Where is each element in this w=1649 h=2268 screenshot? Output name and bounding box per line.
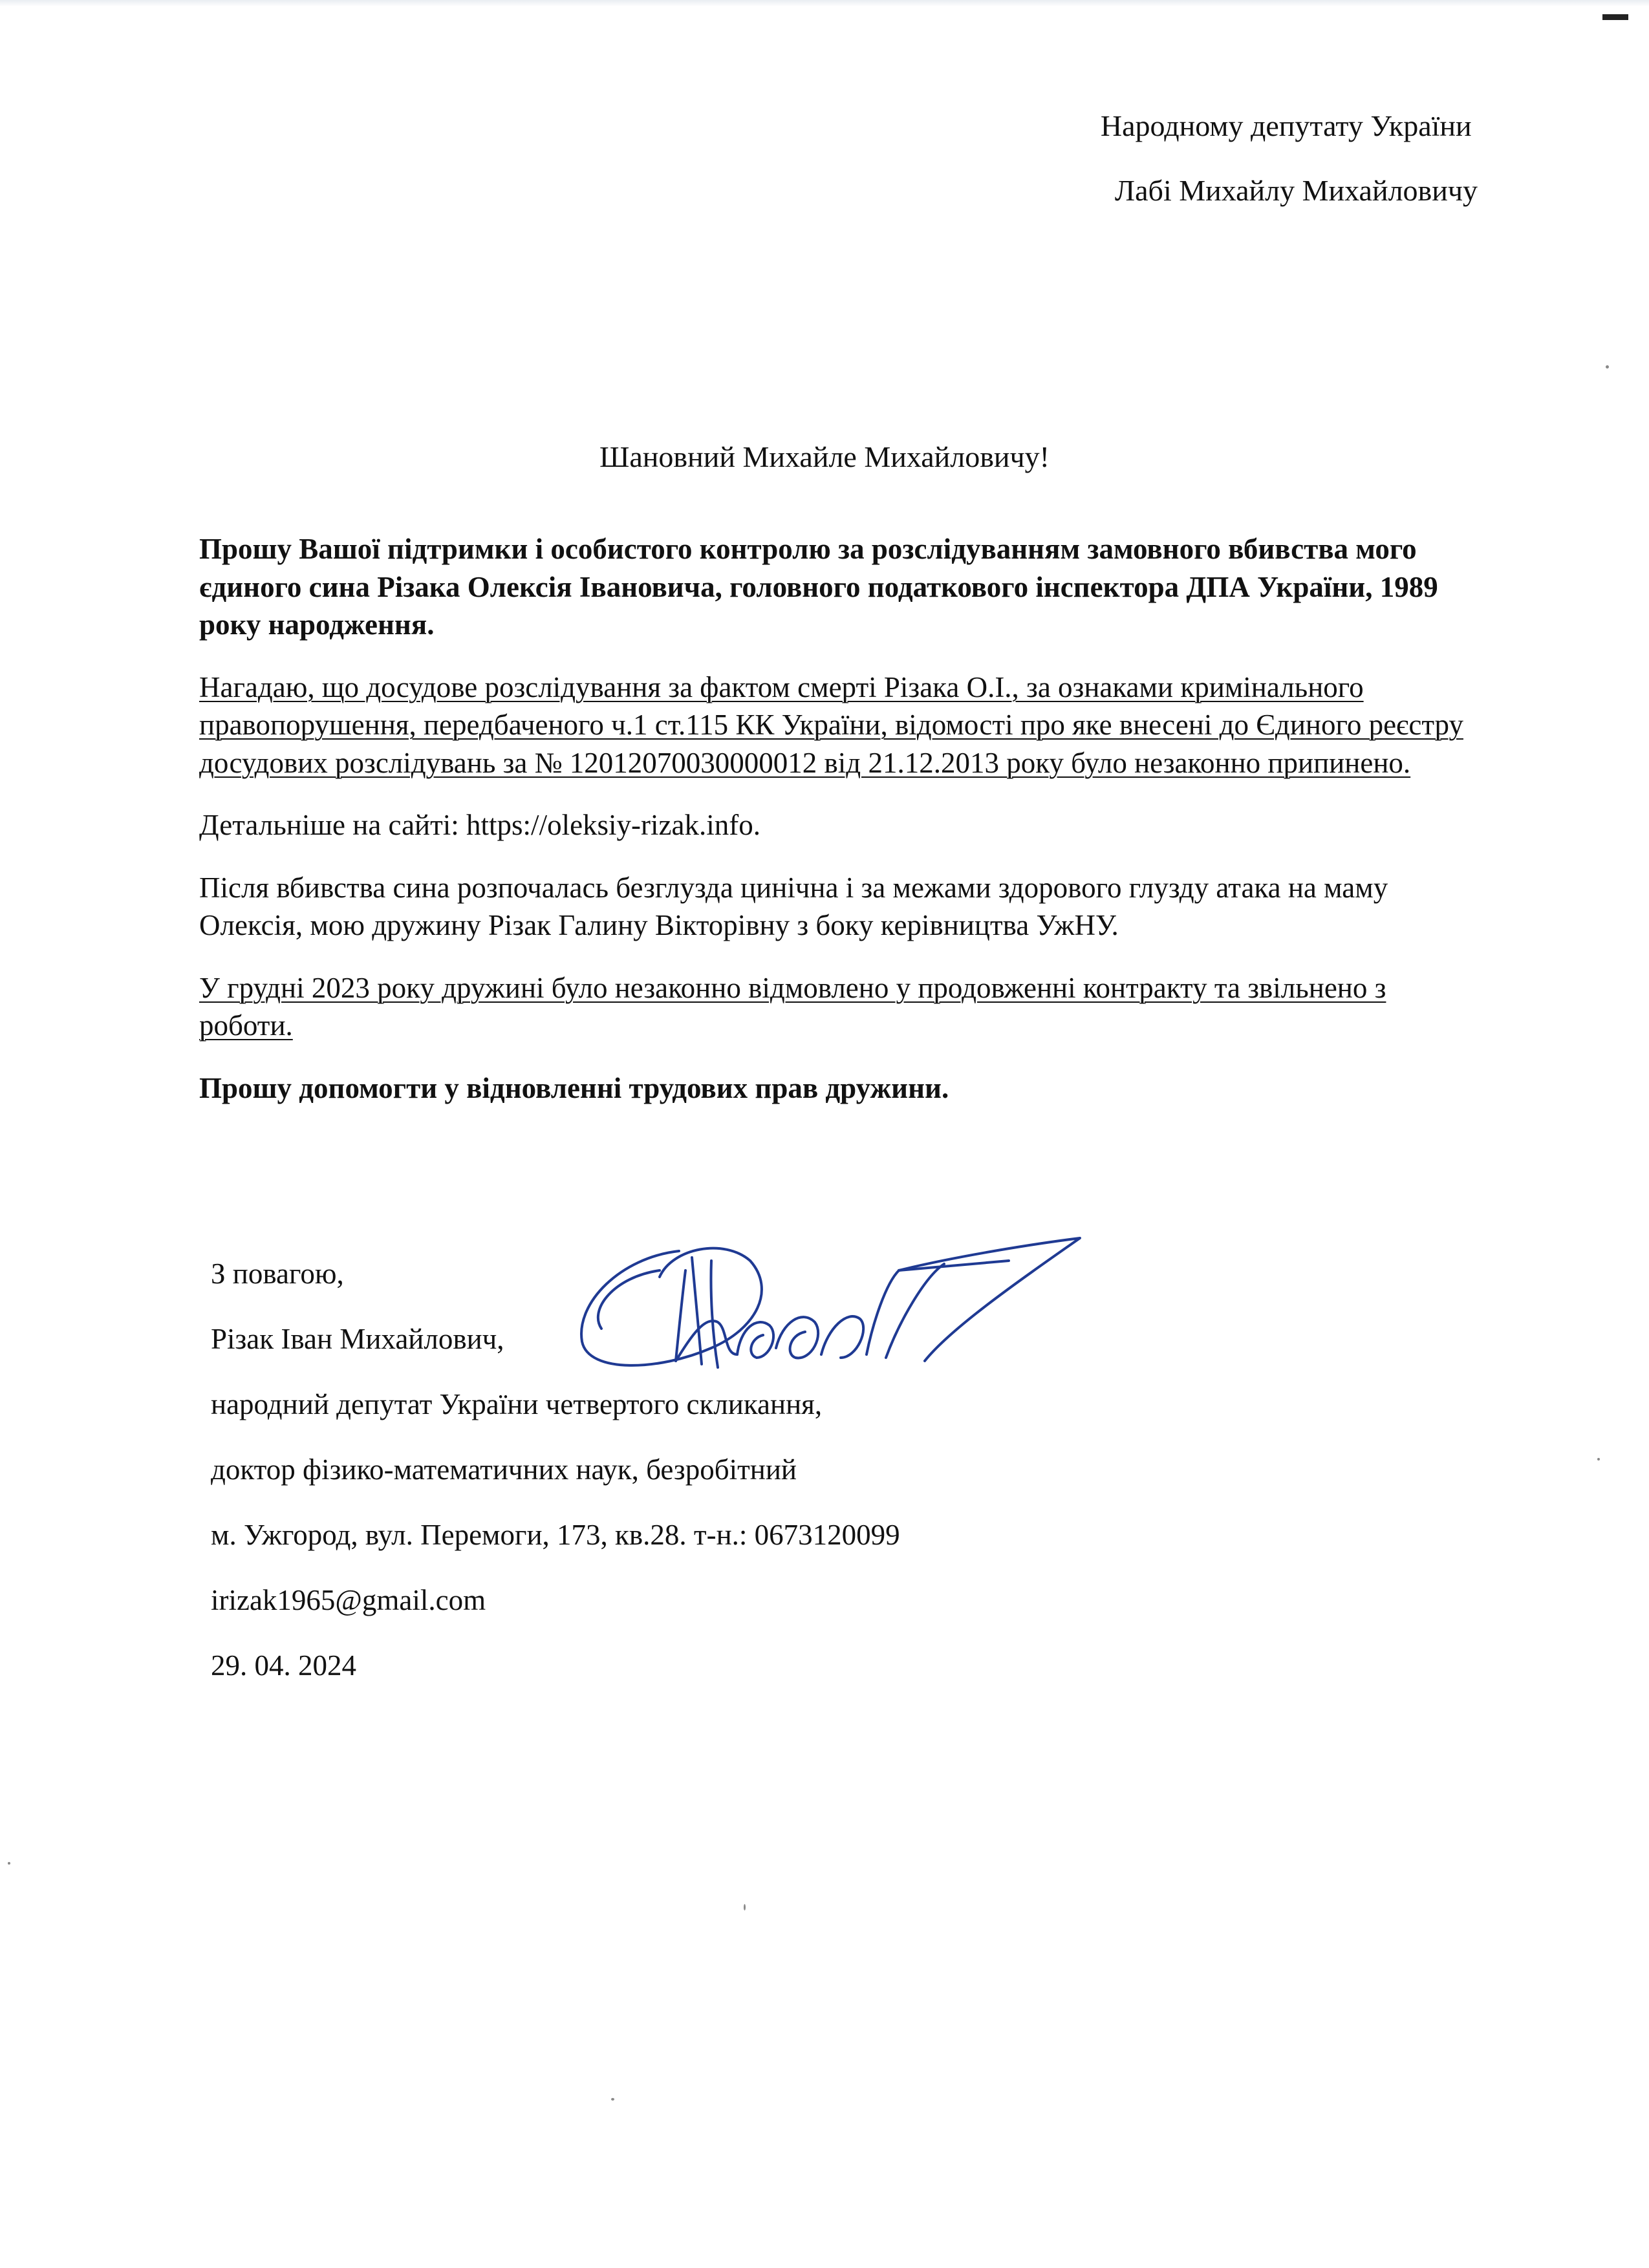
scan-speck bbox=[8, 1862, 10, 1865]
addressee-title: Народному депутату України bbox=[1100, 109, 1472, 142]
signer-email: irizak1965@gmail.com bbox=[211, 1584, 486, 1616]
letter-body bbox=[199, 530, 1486, 1131]
signer-title: народний депутат України четвертого скликання, bbox=[211, 1388, 823, 1420]
signer-degree: доктор фізико-математичних наук, безробітний bbox=[211, 1453, 797, 1486]
details-paragraph: Детальніше на сайті: https://oleksiy-rizak.info. bbox=[199, 809, 760, 841]
handwritten-signature bbox=[563, 1232, 1093, 1400]
signer-address: м. Ужгород, вул. Перемоги, 173, кв.28. т-н.: 0673120099 bbox=[211, 1519, 900, 1551]
addressee-name: Лабі Михайлу Михайловичу bbox=[1114, 173, 1478, 207]
scan-speck bbox=[1597, 1458, 1600, 1460]
letter-date: 29. 04. 2024 bbox=[211, 1649, 356, 1682]
dismissal-paragraph: У грудні 2023 року дружині було незаконно відмовлено у продовженні контракту та звільнено з роботи. bbox=[199, 971, 1386, 1042]
addressee-block bbox=[1101, 107, 1478, 209]
final-request-paragraph: Прошу допомогти у відновленні трудових прав дружини. bbox=[199, 1071, 949, 1104]
scan-speck bbox=[744, 1904, 746, 1910]
attack-paragraph: Після вбивства сина розпочалась безглузда цинічна і за межами здорового глузду атака на маму Олексія, мою дружину Різак Галину Вікторівну з боку керівництва УжНУ. bbox=[199, 871, 1388, 941]
scan-corner-mark bbox=[1602, 14, 1628, 20]
closing: З повагою, bbox=[211, 1257, 344, 1290]
reminder-paragraph: Нагадаю, що досудове розслідування за фактом смерті Різака О.І., за ознаками кримінального правопорушення, передбаченого ч.1 ст.115 КК України, відомості про яке внесені до Єдиного реєстру досудових розслідувань за № 12012070030000012 від 21.12.2013 року було незаконно припинено. bbox=[199, 670, 1463, 779]
scan-speck bbox=[611, 2098, 614, 2101]
request-paragraph: Прошу Вашої підтримки і особистого контролю за розслідуванням замовного вбивства мого єдиного сина Різака Олексія Івановича, головного податкового інспектора ДПА України, 1989 року народження. bbox=[199, 533, 1438, 641]
scan-edge bbox=[0, 0, 1649, 6]
scan-speck bbox=[1606, 365, 1609, 369]
salutation: Шановний Михайле Михайловичу! bbox=[599, 440, 1050, 473]
signer-name: Різак Іван Михайлович, bbox=[211, 1323, 504, 1355]
